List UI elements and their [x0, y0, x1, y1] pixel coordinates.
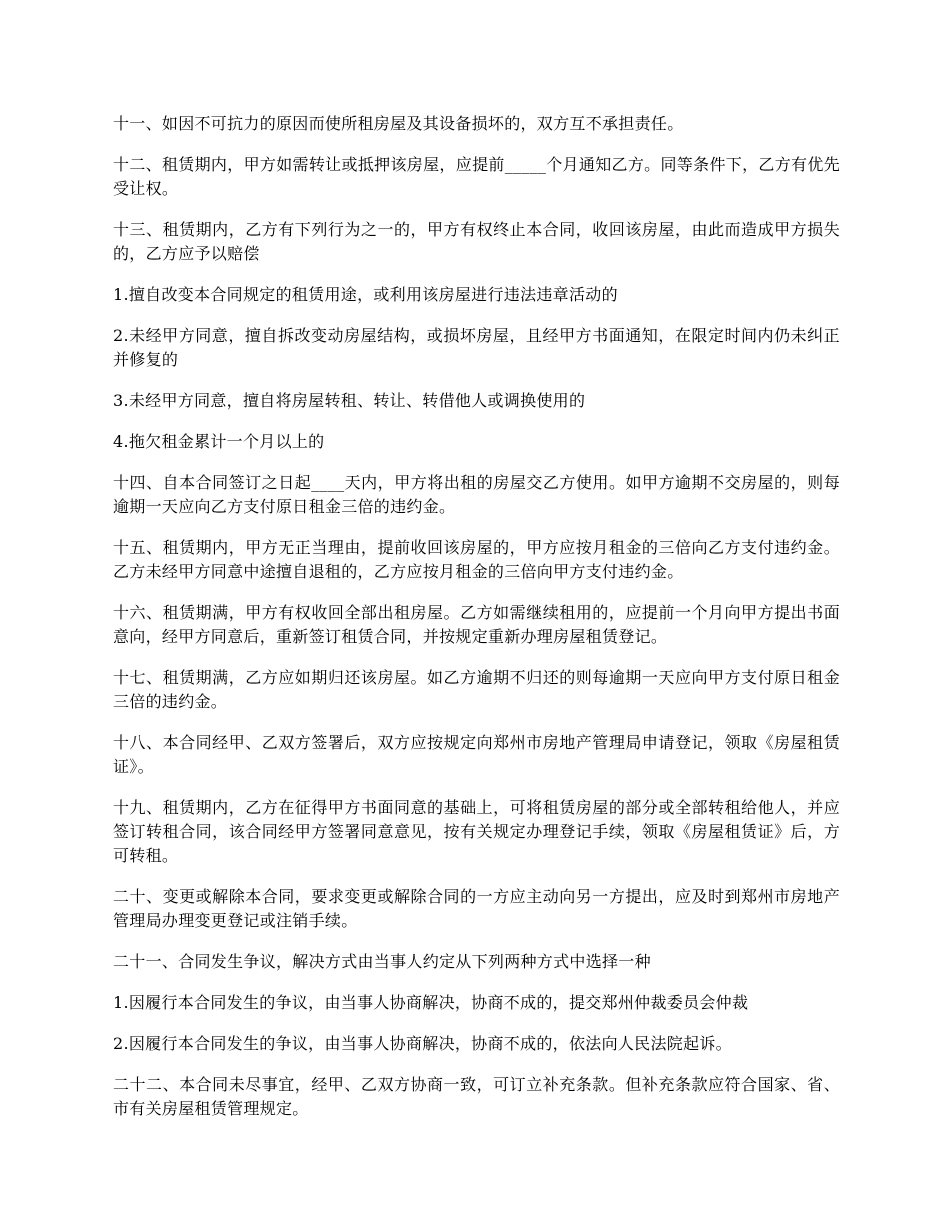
clause-22: 二十二、本合同未尽事宜，经甲、乙双方协商一致，可订立补充条款。但补充条款应符合国家、省、市有关房屋租赁管理规定。 [113, 1075, 840, 1118]
clause-16: 十六、租赁期满，甲方有权收回全部出租房屋。乙方如需继续租用的，应提前一个月向甲方提出书面意向，经甲方同意后，重新签订租赁合同，并按规定重新办理房屋租赁登记。 [113, 603, 840, 646]
clause-18: 十八、本合同经甲、乙双方签署后，双方应按规定向郑州市房地产管理局申请登记，领取《房屋租赁证》。 [113, 733, 840, 776]
clause-13-item-4: 4.拖欠租金累计一个月以上的 [113, 432, 325, 451]
clause-14: 十四、自本合同签订之日起____天内，甲方将出租的房屋交乙方使用。如甲方逾期不交房屋的，则每逾期一天应向乙方支付原日租金三倍的违约金。 [113, 473, 840, 516]
clause-17: 十七、租赁期满，乙方应如期归还该房屋。如乙方逾期不归还的则每逾期一天应向甲方支付原日租金三倍的违约金。 [113, 668, 840, 711]
clause-21: 二十一、合同发生争议，解决方式由当事人约定从下列两种方式中选择一种 [113, 952, 651, 971]
clause-13-item-3: 3.未经甲方同意，擅自将房屋转租、转让、转借他人或调换使用的 [113, 391, 586, 410]
clause-21-option-1: 1.因履行本合同发生的争议，由当事人协商解决，协商不成的，提交郑州仲裁委员会仲裁 [113, 993, 749, 1012]
clause-21-option-2: 2.因履行本合同发生的争议，由当事人协商解决，协商不成的，依法向人民法院起诉。 [113, 1034, 732, 1053]
clause-15: 十五、租赁期内，甲方无正当理由，提前收回该房屋的，甲方应按月租金的三倍向乙方支付违约金。乙方未经甲方同意中途擅自退租的，乙方应按月租金的三倍向甲方支付违约金。 [113, 538, 840, 581]
clause-12: 十二、租赁期内，甲方如需转让或抵押该房屋，应提前_____个月通知乙方。同等条件下，乙方有优先受让权。 [113, 155, 840, 198]
clause-20: 二十、变更或解除本合同，要求变更或解除合同的一方应主动向另一方提出，应及时到郑州市房地产管理局办理变更登记或注销手续。 [113, 887, 840, 930]
clause-13-item-2: 2.未经甲方同意，擅自拆改变动房屋结构，或损坏房屋，且经甲方书面通知，在限定时间内仍未纠正并修复的 [113, 326, 840, 369]
document-body [113, 112, 840, 1138]
clause-13-item-1: 1.擅自改变本合同规定的租赁用途，或利用该房屋进行违法违章活动的 [113, 285, 618, 304]
clause-19: 十九、租赁期内，乙方在征得甲方书面同意的基础上，可将租赁房屋的部分或全部转租给他人，并应签订转租合同，该合同经甲方签署同意意见，按有关规定办理登记手续，领取《房屋租赁证》后，方可转租。 [113, 798, 840, 865]
clause-13: 十三、租赁期内，乙方有下列行为之一的，甲方有权终止本合同，收回该房屋，由此而造成甲方损失的，乙方应予以赔偿 [113, 220, 840, 263]
clause-11: 十一、如因不可抗力的原因而使所租房屋及其设备损坏的，双方互不承担责任。 [113, 114, 684, 133]
